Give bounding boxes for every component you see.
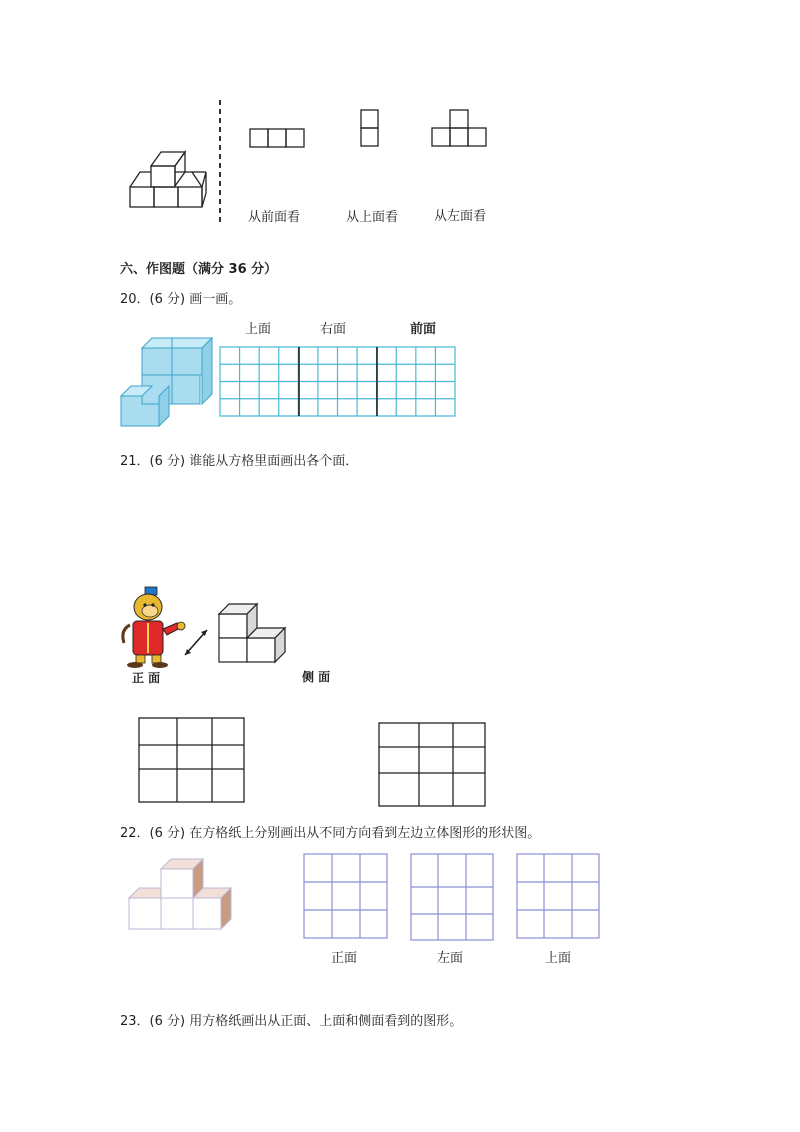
view-label-top: 从上面看 <box>346 210 399 225</box>
q22-prompt: 22．(6 分) 在方格纸上分别画出从不同方向看到左边立体图形的形状图。 <box>120 826 541 841</box>
q21-prompt: 21．(6 分) 谁能从方格里面画出各个面． <box>120 454 359 469</box>
q20-prompt: 20．(6 分) 画一画。 <box>120 292 242 307</box>
q20-label-right: 右面 <box>320 322 347 337</box>
front-view-diagram <box>250 129 304 147</box>
q21-side-label: 侧 面 <box>302 670 331 684</box>
cube-stack-figure-q19 <box>0 0 800 240</box>
blue-cube-figure-q20 <box>0 330 800 460</box>
view-label-left: 从左面看 <box>434 209 487 224</box>
q21-answer-grids <box>0 715 800 815</box>
q22-cube-figure <box>0 850 800 980</box>
left-view-diagram <box>432 110 486 146</box>
q20-label-front: 前面 <box>410 322 437 337</box>
top-view-diagram <box>361 110 378 146</box>
q22-label-top: 上面 <box>545 951 572 966</box>
q22-label-front: 正面 <box>331 951 358 966</box>
q20-label-top: 上面 <box>245 322 272 337</box>
q23-prompt: 23．(6 分) 用方格纸画出从正面、上面和侧面看到的图形。 <box>120 1014 463 1029</box>
section-heading: 六、作图题（满分 36 分） <box>120 262 278 277</box>
q22-answer-grids <box>304 854 599 940</box>
q22-label-left: 左面 <box>437 951 464 966</box>
monkey-figure <box>0 585 800 685</box>
view-label-front: 从前面看 <box>248 210 301 225</box>
q21-front-label: 正 面 <box>132 671 161 685</box>
